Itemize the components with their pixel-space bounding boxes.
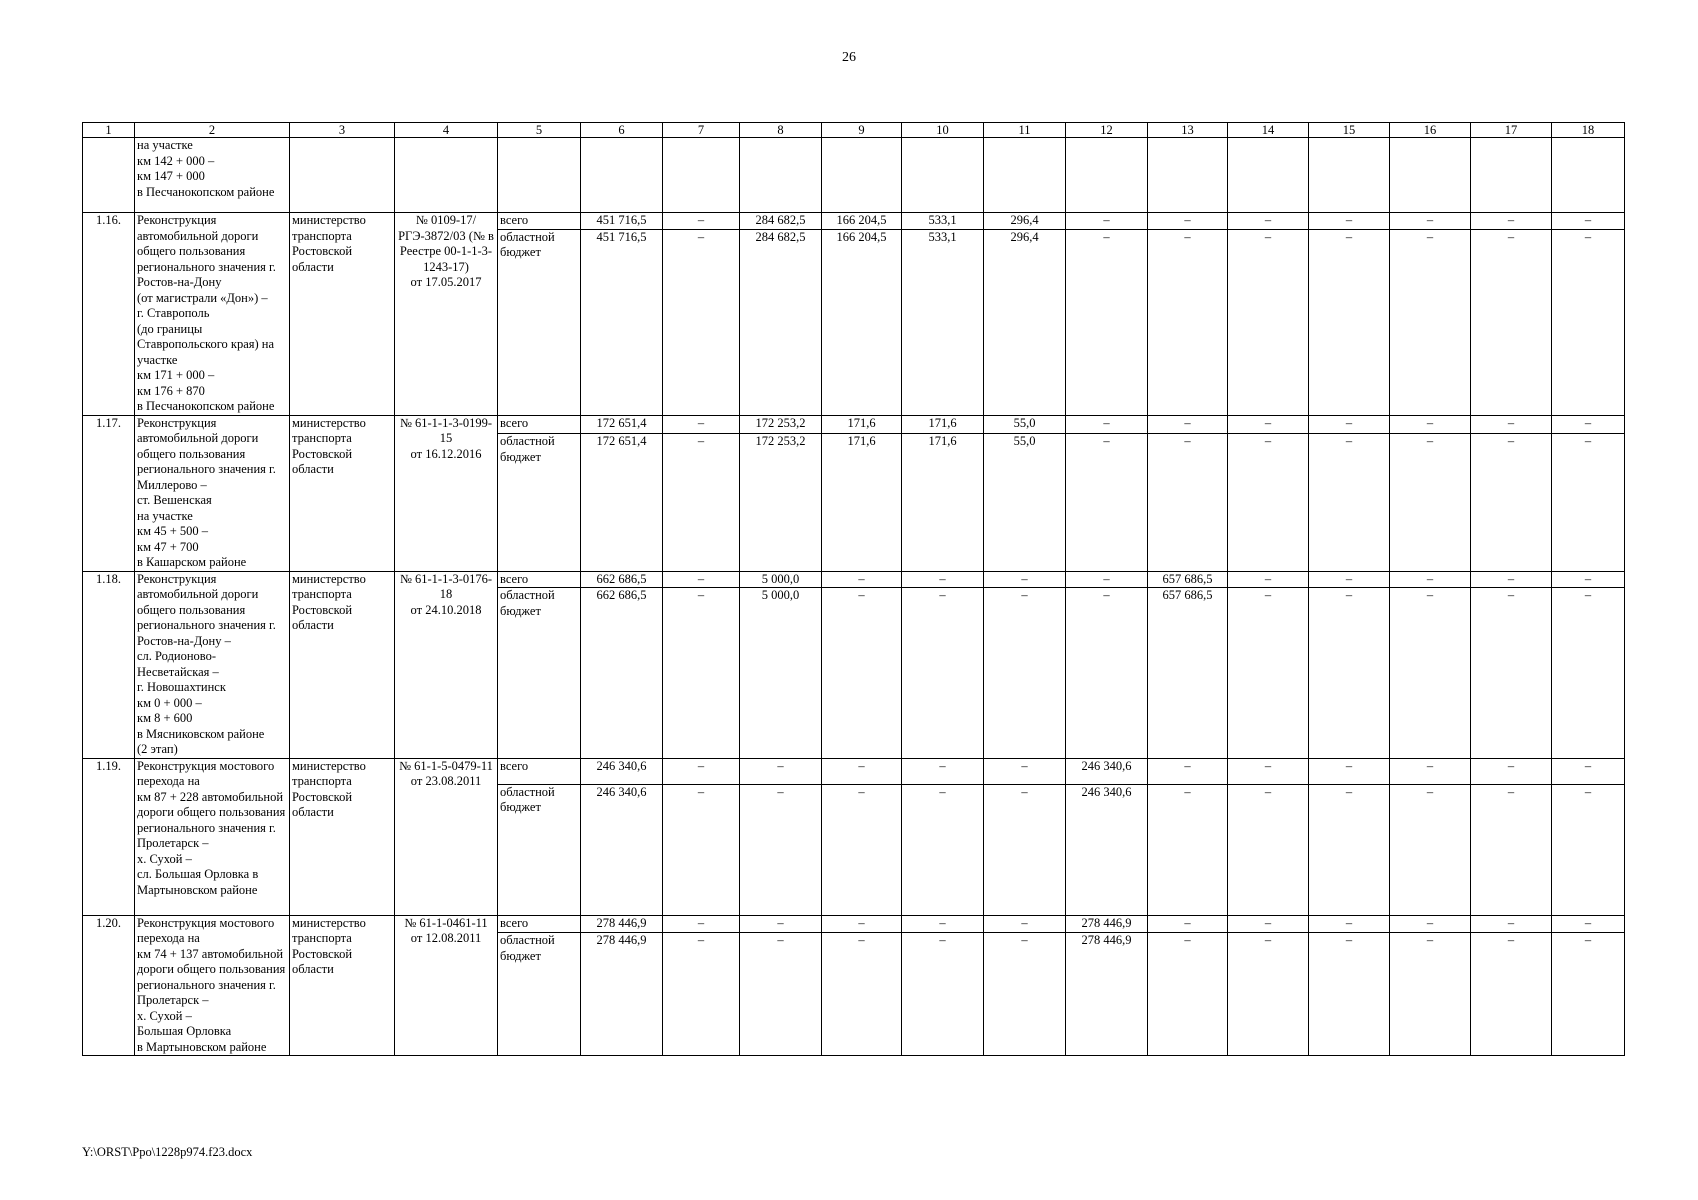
- amount-cell: –: [1390, 915, 1471, 933]
- column-number: 8: [740, 123, 822, 138]
- amount-cell: –: [1471, 784, 1552, 915]
- amount-cell: –: [1552, 434, 1625, 571]
- amount-cell: –: [1228, 415, 1309, 434]
- amount-cell: [663, 138, 740, 213]
- funding-source-cell: всего: [498, 571, 581, 588]
- amount-cell: –: [1471, 229, 1552, 415]
- column-number: 10: [902, 123, 984, 138]
- amount-cell: –: [1148, 415, 1228, 434]
- amount-cell: –: [1471, 933, 1552, 1056]
- amount-cell: 533,1: [902, 229, 984, 415]
- amount-cell: –: [1228, 213, 1309, 230]
- amount-cell: –: [822, 588, 902, 758]
- amount-cell: –: [1309, 229, 1390, 415]
- column-number: 2: [135, 123, 290, 138]
- amount-cell: [1390, 138, 1471, 213]
- funding-source-cell: областной бюджет: [498, 229, 581, 415]
- amount-cell: –: [902, 915, 984, 933]
- amount-cell: –: [663, 229, 740, 415]
- column-number: 18: [1552, 123, 1625, 138]
- amount-cell: 55,0: [984, 415, 1066, 434]
- column-number: 9: [822, 123, 902, 138]
- amount-cell: –: [1390, 213, 1471, 230]
- amount-cell: 166 204,5: [822, 213, 902, 230]
- amount-cell: 296,4: [984, 229, 1066, 415]
- amount-cell: –: [740, 784, 822, 915]
- amount-cell: –: [663, 434, 740, 571]
- amount-cell: [581, 138, 663, 213]
- amount-cell: [822, 138, 902, 213]
- column-number: 11: [984, 123, 1066, 138]
- item-number-cell: 1.19.: [83, 758, 135, 915]
- amount-cell: –: [1148, 229, 1228, 415]
- amount-cell: –: [984, 758, 1066, 784]
- amount-cell: –: [1148, 933, 1228, 1056]
- amount-cell: –: [1309, 915, 1390, 933]
- item-number-cell: [83, 138, 135, 213]
- amount-cell: –: [902, 758, 984, 784]
- table-row: [83, 415, 1625, 434]
- amount-cell: –: [1552, 213, 1625, 230]
- amount-cell: [902, 138, 984, 213]
- amount-cell: 166 204,5: [822, 229, 902, 415]
- amount-cell: 171,6: [902, 434, 984, 571]
- amount-cell: 657 686,5: [1148, 571, 1228, 588]
- funding-source-cell: всего: [498, 213, 581, 230]
- column-number: 6: [581, 123, 663, 138]
- agency-cell: министерство транспорта Ростовской области: [290, 213, 395, 416]
- object-name-cell: Реконструкция мостового перехода на км 87 + 228 автомобильной дороги общего пользования регионального значения г. Пролетарск – х. Сухой – сл. Большая Орловка в Мартыновском районе: [135, 758, 290, 915]
- amount-cell: –: [1309, 213, 1390, 230]
- column-number: 12: [1066, 123, 1148, 138]
- amount-cell: –: [663, 588, 740, 758]
- amount-cell: 662 686,5: [581, 588, 663, 758]
- column-number: 1: [83, 123, 135, 138]
- amount-cell: –: [822, 758, 902, 784]
- amount-cell: –: [740, 933, 822, 1056]
- amount-cell: –: [1471, 588, 1552, 758]
- amount-cell: –: [1390, 229, 1471, 415]
- amount-cell: 278 446,9: [581, 933, 663, 1056]
- amount-cell: –: [1228, 784, 1309, 915]
- amount-cell: –: [984, 784, 1066, 915]
- amount-cell: –: [1471, 415, 1552, 434]
- amount-cell: –: [1471, 571, 1552, 588]
- funding-source-cell: всего: [498, 758, 581, 784]
- amount-cell: –: [740, 758, 822, 784]
- table-row: [83, 571, 1625, 588]
- amount-cell: 284 682,5: [740, 213, 822, 230]
- document-cell: № 61-1-5-0479-11 от 23.08.2011: [395, 758, 498, 915]
- amount-cell: –: [1148, 784, 1228, 915]
- amount-cell: 246 340,6: [581, 784, 663, 915]
- agency-cell: министерство транспорта Ростовской области: [290, 758, 395, 915]
- amount-cell: –: [1228, 933, 1309, 1056]
- agency-cell: [290, 138, 395, 213]
- column-number: 13: [1148, 123, 1228, 138]
- amount-cell: 451 716,5: [581, 229, 663, 415]
- column-number: 17: [1471, 123, 1552, 138]
- column-number: 14: [1228, 123, 1309, 138]
- amount-cell: –: [1552, 229, 1625, 415]
- amount-cell: –: [902, 588, 984, 758]
- table-row: [83, 915, 1625, 933]
- amount-cell: –: [1228, 229, 1309, 415]
- amount-cell: 278 446,9: [1066, 915, 1148, 933]
- amount-cell: 657 686,5: [1148, 588, 1228, 758]
- amount-cell: –: [822, 784, 902, 915]
- table-body: [83, 123, 1625, 1056]
- amount-cell: –: [1228, 915, 1309, 933]
- amount-cell: –: [663, 915, 740, 933]
- amount-cell: 296,4: [984, 213, 1066, 230]
- amount-cell: –: [1309, 588, 1390, 758]
- amount-cell: [1148, 138, 1228, 213]
- budget-table: [82, 122, 1625, 1056]
- amount-cell: –: [1309, 758, 1390, 784]
- document-cell: [395, 138, 498, 213]
- item-number-cell: 1.20.: [83, 915, 135, 1056]
- agency-cell: министерство транспорта Ростовской области: [290, 571, 395, 758]
- table-row: [83, 758, 1625, 784]
- object-name-cell: Реконструкция мостового перехода на км 74 + 137 автомобильной дороги общего пользования регионального значения г. Пролетарск – х. Сухой – Большая Орловка в Мартыновском районе: [135, 915, 290, 1056]
- funding-source-cell: всего: [498, 915, 581, 933]
- amount-cell: –: [663, 415, 740, 434]
- amount-cell: –: [1552, 784, 1625, 915]
- amount-cell: [1066, 138, 1148, 213]
- amount-cell: –: [822, 915, 902, 933]
- amount-cell: 246 340,6: [581, 758, 663, 784]
- amount-cell: 171,6: [822, 434, 902, 571]
- amount-cell: –: [1148, 434, 1228, 571]
- amount-cell: 171,6: [822, 415, 902, 434]
- object-name-cell: Реконструкция автомобильной дороги общего пользования регионального значения г. Миллерово – ст. Вешенская на участке км 45 + 500 – км 47 + 700 в Кашарском районе: [135, 415, 290, 571]
- amount-cell: –: [1309, 434, 1390, 571]
- amount-cell: [1309, 138, 1390, 213]
- amount-cell: –: [1552, 933, 1625, 1056]
- amount-cell: –: [1552, 758, 1625, 784]
- amount-cell: –: [822, 571, 902, 588]
- amount-cell: [984, 138, 1066, 213]
- column-number: 7: [663, 123, 740, 138]
- amount-cell: –: [1228, 571, 1309, 588]
- amount-cell: 246 340,6: [1066, 784, 1148, 915]
- item-number-cell: 1.16.: [83, 213, 135, 416]
- amount-cell: –: [1552, 915, 1625, 933]
- amount-cell: –: [1552, 571, 1625, 588]
- amount-cell: –: [984, 588, 1066, 758]
- funding-source-cell: областной бюджет: [498, 434, 581, 571]
- amount-cell: 278 446,9: [1066, 933, 1148, 1056]
- amount-cell: –: [663, 784, 740, 915]
- amount-cell: –: [1228, 758, 1309, 784]
- amount-cell: –: [902, 933, 984, 1056]
- funding-source-cell: областной бюджет: [498, 933, 581, 1056]
- funding-source-cell: [498, 138, 581, 213]
- amount-cell: 5 000,0: [740, 588, 822, 758]
- amount-cell: 172 651,4: [581, 434, 663, 571]
- amount-cell: –: [1552, 415, 1625, 434]
- amount-cell: –: [1148, 758, 1228, 784]
- amount-cell: –: [1390, 933, 1471, 1056]
- amount-cell: –: [1390, 571, 1471, 588]
- amount-cell: –: [1066, 229, 1148, 415]
- amount-cell: –: [1309, 415, 1390, 434]
- amount-cell: –: [902, 784, 984, 915]
- agency-cell: министерство транспорта Ростовской области: [290, 915, 395, 1056]
- column-number: 16: [1390, 123, 1471, 138]
- document-cell: № 61-1-1-3-0199-15 от 16.12.2016: [395, 415, 498, 571]
- amount-cell: 284 682,5: [740, 229, 822, 415]
- amount-cell: –: [1390, 784, 1471, 915]
- amount-cell: –: [822, 933, 902, 1056]
- amount-cell: –: [1066, 415, 1148, 434]
- funding-source-cell: областной бюджет: [498, 784, 581, 915]
- object-name-cell: Реконструкция автомобильной дороги общего пользования регионального значения г. Ростов-на-Дону (от магистрали «Дон») – г. Ставрополь (до границы Ставропольского края) на участке км 171 + 000 – км 176 + 870 в Песчанокопском районе: [135, 213, 290, 416]
- table-row: [83, 138, 1625, 213]
- amount-cell: [1471, 138, 1552, 213]
- amount-cell: –: [1390, 434, 1471, 571]
- amount-cell: –: [1309, 933, 1390, 1056]
- amount-cell: –: [1228, 434, 1309, 571]
- amount-cell: –: [1066, 213, 1148, 230]
- column-number: 5: [498, 123, 581, 138]
- object-name-cell: Реконструкция автомобильной дороги общего пользования регионального значения г. Ростов-на-Дону – сл. Родионово-Несветайская – г. Новошахтинск км 0 + 000 – км 8 + 600 в Мясниковском районе (2 этап): [135, 571, 290, 758]
- column-number-row: [83, 123, 1625, 138]
- amount-cell: –: [1390, 758, 1471, 784]
- column-number: 3: [290, 123, 395, 138]
- amount-cell: –: [663, 933, 740, 1056]
- amount-cell: –: [1552, 588, 1625, 758]
- amount-cell: 533,1: [902, 213, 984, 230]
- amount-cell: –: [984, 571, 1066, 588]
- amount-cell: [740, 138, 822, 213]
- amount-cell: –: [663, 571, 740, 588]
- amount-cell: –: [740, 915, 822, 933]
- amount-cell: 246 340,6: [1066, 758, 1148, 784]
- funding-source-cell: всего: [498, 415, 581, 434]
- file-path-footer: Y:\ORST\Ppo\1228p974.f23.docx: [82, 1145, 253, 1159]
- amount-cell: 5 000,0: [740, 571, 822, 588]
- amount-cell: –: [1471, 758, 1552, 784]
- amount-cell: –: [1471, 434, 1552, 571]
- amount-cell: –: [663, 213, 740, 230]
- amount-cell: 662 686,5: [581, 571, 663, 588]
- agency-cell: министерство транспорта Ростовской области: [290, 415, 395, 571]
- document-cell: № 0109-17/РГЭ-3872/03 (№ в Реестре 00-1-1-3-1243-17) от 17.05.2017: [395, 213, 498, 416]
- amount-cell: –: [984, 933, 1066, 1056]
- item-number-cell: 1.18.: [83, 571, 135, 758]
- amount-cell: –: [1228, 588, 1309, 758]
- amount-cell: 172 253,2: [740, 434, 822, 571]
- amount-cell: –: [902, 571, 984, 588]
- amount-cell: –: [984, 915, 1066, 933]
- amount-cell: –: [1066, 588, 1148, 758]
- amount-cell: –: [1471, 915, 1552, 933]
- amount-cell: –: [1390, 415, 1471, 434]
- amount-cell: 451 716,5: [581, 213, 663, 230]
- item-number-cell: 1.17.: [83, 415, 135, 571]
- amount-cell: –: [1471, 213, 1552, 230]
- amount-cell: –: [1390, 588, 1471, 758]
- column-number: 4: [395, 123, 498, 138]
- amount-cell: –: [1066, 434, 1148, 571]
- amount-cell: –: [1066, 571, 1148, 588]
- amount-cell: 278 446,9: [581, 915, 663, 933]
- amount-cell: –: [1148, 213, 1228, 230]
- amount-cell: 55,0: [984, 434, 1066, 571]
- object-name-cell: на участке км 142 + 000 – км 147 + 000 в Песчанокопском районе: [135, 138, 290, 213]
- amount-cell: [1552, 138, 1625, 213]
- document-cell: № 61-1-1-3-0176-18 от 24.10.2018: [395, 571, 498, 758]
- amount-cell: –: [663, 758, 740, 784]
- document-cell: № 61-1-0461-11 от 12.08.2011: [395, 915, 498, 1056]
- page-number: 26: [842, 50, 856, 65]
- amount-cell: 171,6: [902, 415, 984, 434]
- amount-cell: –: [1309, 784, 1390, 915]
- amount-cell: [1228, 138, 1309, 213]
- amount-cell: 172 651,4: [581, 415, 663, 434]
- amount-cell: –: [1148, 915, 1228, 933]
- amount-cell: 172 253,2: [740, 415, 822, 434]
- column-number: 15: [1309, 123, 1390, 138]
- amount-cell: –: [1309, 571, 1390, 588]
- funding-source-cell: областной бюджет: [498, 588, 581, 758]
- table-row: [83, 213, 1625, 230]
